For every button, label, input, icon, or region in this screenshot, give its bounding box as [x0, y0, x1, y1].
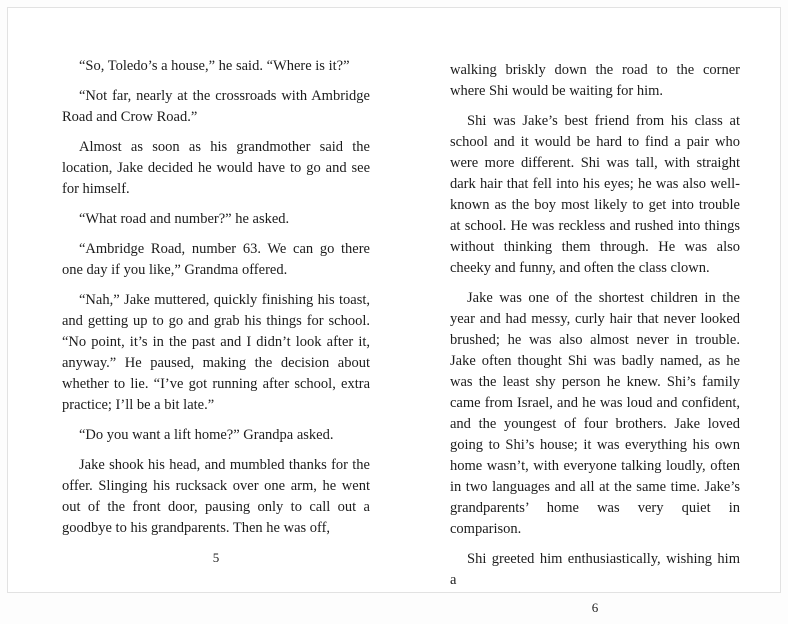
left-page-text	[62, 56, 370, 550]
left-page	[8, 8, 394, 592]
paragraph: Almost as soon as his grandmother said the location, Jake decided he would have to go and see for himself.	[62, 139, 370, 197]
right-page	[394, 8, 780, 615]
paragraph: “Nah,” Jake muttered, quickly finishing his toast, and getting up to go and grab his things for school. “No point, it’s in the past and I didn’t look after it, anyway.” He paused, making the decision about whether to lie. “I’ve got running after school, extra practice; I’ll be a bit late.”	[62, 292, 370, 413]
paragraph: “Not far, nearly at the crossroads with Ambridge Road and Crow Road.”	[62, 88, 370, 125]
paragraph: walking briskly down the road to the corner where Shi would be waiting for him.	[450, 62, 740, 99]
paragraph: Shi was Jake’s best friend from his class at school and it would be hard to find a pair who were more different. Shi was tall, with straight dark hair that fell into his eyes; he was also well-known as the boy most likely to get into trouble at school. He was reckless and rushed into things without thinking them through. He was also cheeky and funny, and often the class clown.	[450, 113, 740, 276]
paragraph: “Ambridge Road, number 63. We can go there one day if you like,” Grandma offered.	[62, 241, 370, 278]
right-page-text	[450, 60, 740, 600]
left-page-number: 5	[212, 550, 220, 565]
paragraph: “So, Toledo’s a house,” he said. “Where is it?”	[79, 58, 350, 74]
paragraph: Jake was one of the shortest children in the year and had messy, curly hair that never looked brushed; he was also almost never in trouble. Jake often thought Shi was badly named, as he was the least shy person he knew. Shi’s family came from Israel, and he was loud and confident, and the youngest of four brothers. Jake loved going to Shi’s house; it was everything his own home wasn’t, with everyone talking loudly, often in two languages and all at the same time. Jake’s grandparents’ home was very quiet in comparison.	[450, 290, 740, 537]
paragraph: “What road and number?” he asked.	[79, 211, 290, 227]
paragraph: “Do you want a lift home?” Grandpa asked.	[79, 427, 334, 443]
right-page-number: 6	[591, 600, 599, 615]
book-spread	[7, 7, 781, 615]
paragraph: Jake shook his head, and mumbled thanks for the offer. Slinging his rucksack over one arm, he went out of the front door, pausing only to call out a goodbye to his grandparents. Then he was off,	[62, 457, 370, 536]
paragraph: Shi greeted him enthusiastically, wishing him a	[450, 551, 740, 588]
